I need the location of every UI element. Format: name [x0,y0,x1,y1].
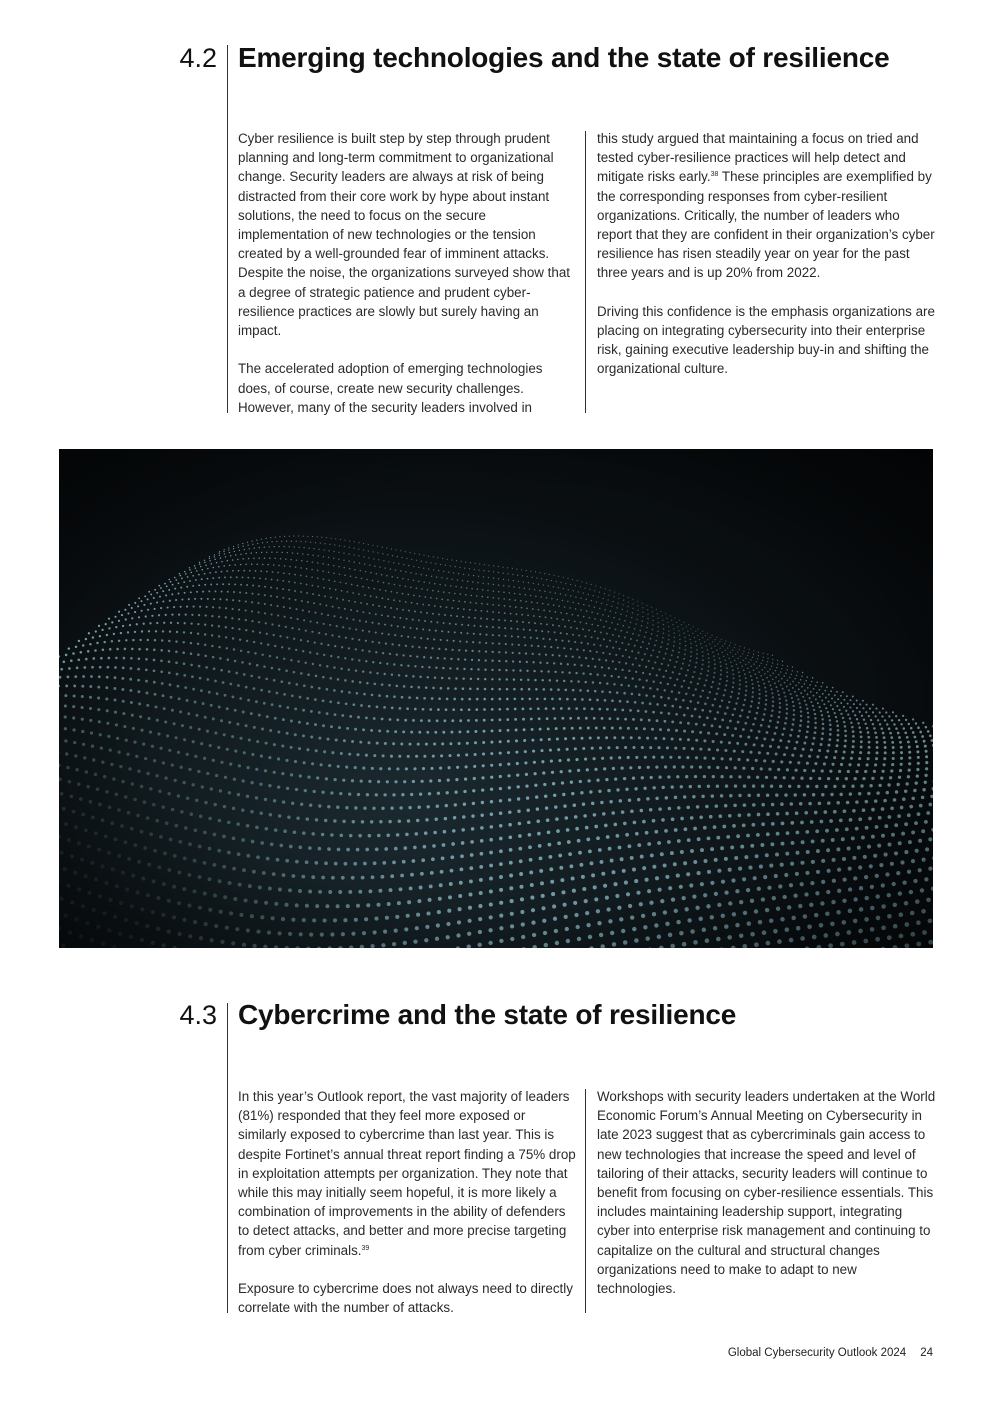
section-number-4-2: 4.2 [179,43,217,73]
footnote-ref[interactable]: 38 [710,171,719,179]
section-4-3-right-column [597,1087,937,1298]
footnote-ref[interactable]: 39 [361,1244,370,1252]
section-4-2-right-column [597,129,937,379]
particle-wave-graphic [59,449,933,948]
section-divider-line [227,45,228,413]
page-footer [728,1347,933,1359]
section-title-4-3: Cybercrime and the state of resilience [238,999,737,1030]
section-4-3-left-column [238,1087,576,1317]
abstract-particle-wave-image [59,449,933,948]
section-4-2-left-column [238,129,574,417]
publication-title: Global Cybersecurity Outlook 2024 [727,1347,907,1359]
page-number: 24 [920,1347,933,1359]
section-number-4-3: 4.3 [179,1000,217,1030]
paragraph: In this year’s Outlook report, the vast majority of leaders (81%) responded that they feel more exposed or similarly exposed to cybercrime than last year. This is despite Fortinet’s annual threat report finding a 75% drop in exploitation attempts per organization. They note that while this may initially seem hopeful, it is more likely a combination of improvements in the ability of defenders to detect attacks, and better and more precise targeting from cyber criminals.$^{39}$ [238,1089,576,1258]
paragraph: Workshops with security leaders undertaken at the World Economic Forum’s Annual Meeting on Cybersecurity in late 2023 suggest that as cybercriminals gain access to new technologies that increase the speed and level of tailoring of their attacks, security leaders will continue to benefit from focusing on cyber-resilience essentials. This includes maintaining leadership support, integrating cyber into enterprise risk management and continuing to capitalize on the cultural and structural changes organizations need to make to adapt to new technologies. [597,1089,936,1297]
section-title-4-2: Emerging technologies and the state of resilience [238,42,890,73]
paragraph: The accelerated adoption of emerging technologies does, of course, create new security challenges. However, many of the security leaders involved in [238,361,543,415]
paragraph: Cyber resilience is built step by step through prudent planning and long-term commitment to organizational change. Security leaders are always at risk of being distracted from their core work by hype about instant solutions, the need to focus on the secure implementation of new technologies or the tension created by a well-grounded fear of imminent attacks. Despite the noise, the organizations surveyed show that a degree of strategic patience and prudent cyber-resilience practices are slowly but surely having an impact. [238,131,570,339]
paragraph: Driving this confidence is the emphasis organizations are placing on integrating cybersecurity into their enterprise risk, gaining executive leadership buy-in and shifting the organizational culture. [597,303,935,377]
section-divider-line [227,1003,228,1313]
column-divider-line [585,1089,586,1313]
paragraph: Exposure to cybercrime does not always need to directly correlate with the number of attacks. [238,1281,573,1316]
paragraph: this study argued that maintaining a focus on tried and tested cyber-resilience practices will help detect and mitigate risks early.$^{38}$ These principles are exemplified by the corresponding responses from cyber-resilient organizations. Critically, the number of leaders who report that they are confident in their organization’s cyber resilience has risen steadily year on year for the past three years and is up 20% from 2022. [597,131,935,281]
column-divider-line [585,131,586,413]
